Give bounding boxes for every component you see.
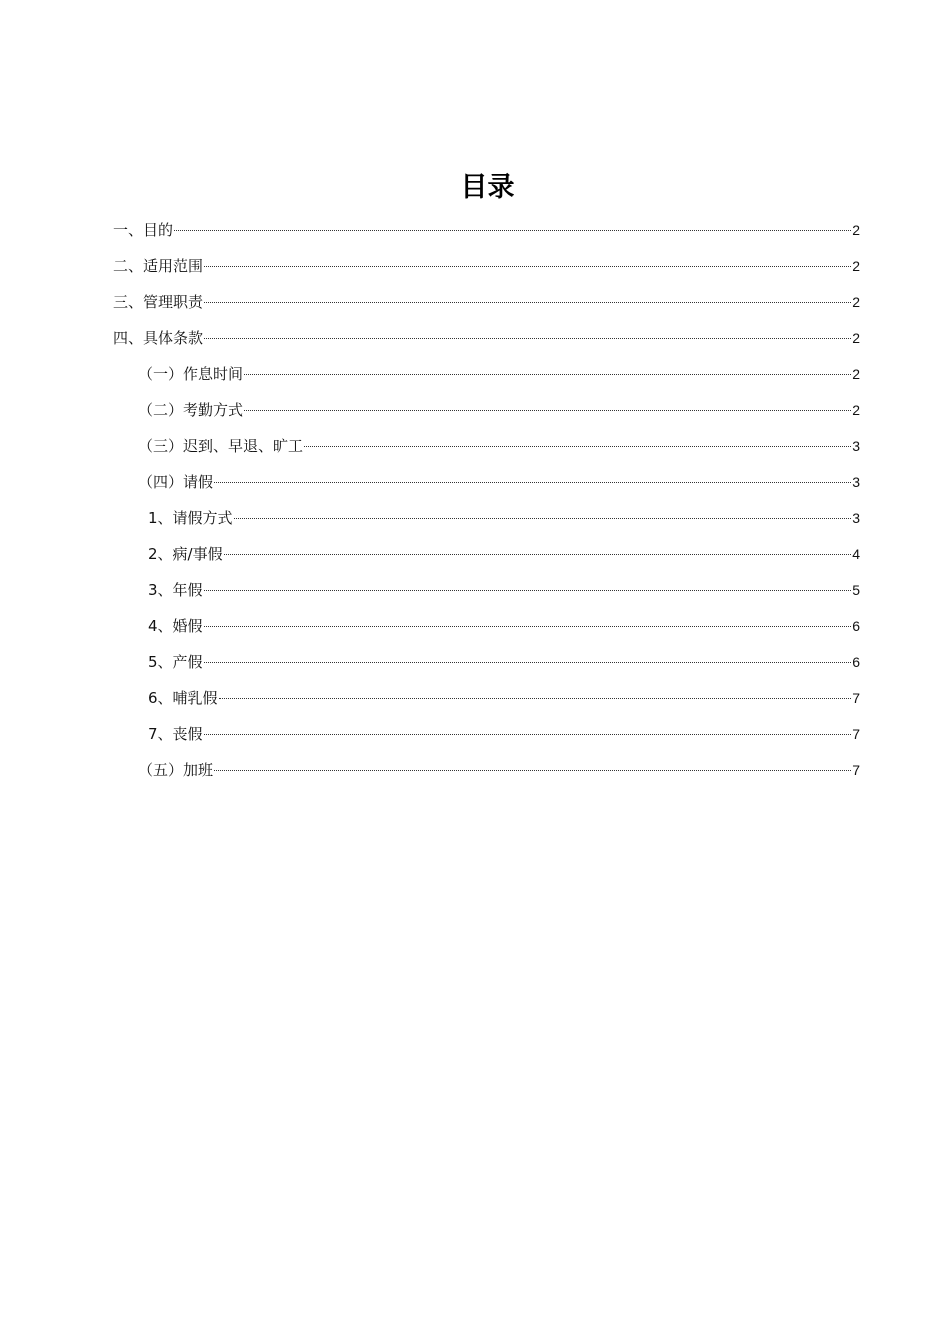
dot-leader	[204, 302, 851, 303]
toc-entry[interactable]	[113, 644, 860, 680]
toc-entry-page-number: 7	[852, 690, 860, 706]
toc-entry-label: 5、产假	[148, 653, 203, 671]
toc-entry-label: 6、哺乳假	[148, 689, 218, 707]
dot-leader	[214, 482, 851, 483]
toc-entry-label: （三）迟到、早退、旷工	[138, 437, 304, 455]
toc-entry-label: 2、病/事假	[148, 545, 223, 563]
toc-entry[interactable]	[113, 680, 860, 716]
dot-leader	[244, 410, 851, 411]
toc-entry-page-number: 2	[852, 222, 860, 238]
toc-entry[interactable]	[113, 320, 860, 356]
toc-entry-page-number: 4	[852, 546, 860, 562]
toc-entry-label: 三、管理职责	[113, 293, 204, 311]
dot-leader	[204, 734, 852, 735]
toc-entry-label: （一）作息时间	[138, 365, 244, 383]
toc-entry[interactable]	[113, 356, 860, 392]
toc-entry-page-number: 2	[852, 330, 860, 346]
toc-entry-page-number: 2	[852, 258, 860, 274]
toc-entry-label: 四、具体条款	[113, 329, 204, 347]
toc-entry[interactable]	[113, 716, 860, 752]
toc-entry-page-number: 3	[852, 510, 860, 526]
toc-entry-label: 1、请假方式	[148, 509, 233, 527]
toc-entry[interactable]	[113, 212, 860, 248]
table-of-contents	[113, 212, 860, 788]
toc-entry-label: 7、丧假	[148, 725, 203, 743]
toc-entry-label: 3、年假	[148, 581, 203, 599]
dot-leader	[174, 230, 851, 231]
toc-entry-page-number: 2	[852, 366, 860, 382]
toc-entry[interactable]	[113, 536, 860, 572]
toc-entry[interactable]	[113, 284, 860, 320]
dot-leader	[219, 698, 852, 699]
toc-entry[interactable]	[113, 752, 860, 788]
toc-entry-page-number: 6	[852, 654, 860, 670]
toc-entry-page-number: 3	[852, 438, 860, 454]
dot-leader	[224, 554, 852, 555]
toc-entry-label: 二、适用范围	[113, 257, 204, 275]
dot-leader	[204, 266, 851, 267]
toc-entry-page-number: 2	[852, 402, 860, 418]
dot-leader	[204, 626, 852, 627]
dot-leader	[204, 590, 852, 591]
toc-entry-page-number: 3	[852, 474, 860, 490]
toc-entry[interactable]	[113, 392, 860, 428]
toc-entry[interactable]	[113, 500, 860, 536]
toc-entry-label: 4、婚假	[148, 617, 203, 635]
toc-entry-page-number: 5	[852, 582, 860, 598]
dot-leader	[204, 338, 851, 339]
toc-entry-label: （四）请假	[138, 473, 214, 491]
toc-entry[interactable]	[113, 248, 860, 284]
toc-entry[interactable]	[113, 572, 860, 608]
toc-entry-label: 一、目的	[113, 221, 174, 239]
toc-entry[interactable]	[113, 428, 860, 464]
dot-leader	[204, 662, 852, 663]
dot-leader	[214, 770, 851, 771]
toc-title: 目录	[460, 172, 515, 203]
toc-entry-page-number: 2	[852, 294, 860, 310]
toc-entry-page-number: 6	[852, 618, 860, 634]
dot-leader	[244, 374, 851, 375]
toc-entry-page-number: 7	[852, 726, 860, 742]
toc-entry-page-number: 7	[852, 762, 860, 778]
toc-entry-label: （五）加班	[138, 761, 214, 779]
dot-leader	[304, 446, 851, 447]
toc-entry-label: （二）考勤方式	[138, 401, 244, 419]
dot-leader	[234, 518, 852, 519]
toc-entry[interactable]	[113, 464, 860, 500]
toc-entry[interactable]	[113, 608, 860, 644]
